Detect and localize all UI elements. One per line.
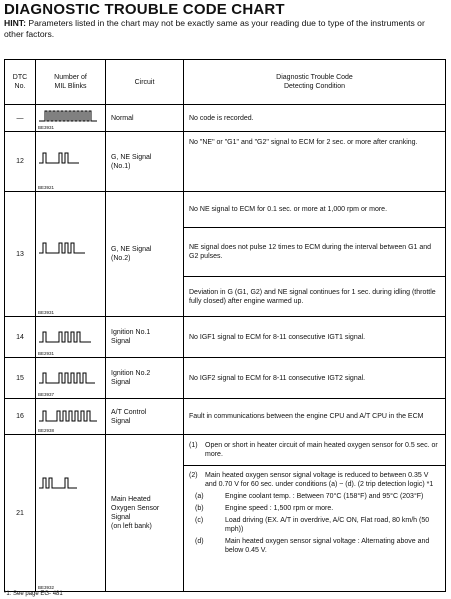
blink-pattern-14: [36, 317, 106, 358]
dtc-number: 12: [5, 132, 36, 192]
condition-text: No code is recorded.: [184, 105, 446, 132]
header-mil-blinks: Number of MIL Blinks: [36, 60, 106, 105]
figure-ref: BE3932: [38, 585, 55, 590]
blink-waveform-icon: [39, 408, 101, 424]
hint-paragraph: [4, 18, 446, 40]
circuit-name: Ignition No.2 Signal: [106, 358, 184, 399]
condition-item-2: (2) Main heated oxygen sensor signal voltage is reduced to between 0.35 V and 0.70 V for 60 sec. under conditions (a) ~ (d). (2 trip detection logic) *1 (a) Engine coolant temp. : Between 70°C (158°F) and 95°C (203°F) (b) Engine speed : 1,500 rpm or more. (c) Load driving (EX. A/T in overdrive, A/C ON, Flat road, 80 km/h (50 mph)) (d) Main heated oxygen sensor signal voltage : Alternating above and below 0.45 V.: [189, 472, 434, 554]
figure-ref: BE2938: [38, 428, 55, 433]
condition-text: NE signal does not pulse 12 times to ECM during the interval between G1 and G2 pulses.: [184, 228, 446, 277]
blink-waveform-icon: [39, 370, 101, 386]
condition-block-21: [184, 435, 446, 592]
circuit-name: A/T Control Signal: [106, 399, 184, 435]
dtc-number: 16: [5, 399, 36, 435]
table-row: [5, 105, 446, 132]
condition-text: Deviation in G (G1, G2) and NE signal continues for 1 sec. during idling (throttle fully closed) after engine warmed up.: [184, 277, 446, 317]
dtc-number: 21: [5, 435, 36, 592]
blink-pattern-15: [36, 358, 106, 399]
table-row: [5, 435, 446, 592]
dtc-number: 14: [5, 317, 36, 358]
condition-text: No IGF2 signal to ECM for 8-11 consecutive IGT2 signal.: [184, 358, 446, 399]
blink-waveform-icon: [39, 475, 101, 491]
blink-pattern-13: [36, 192, 106, 317]
condition-text: No NE signal to ECM for 0.1 sec. or more at 1,000 rpm or more.: [184, 192, 446, 228]
dtc-chart: [4, 59, 446, 592]
condition-text: Fault in communications between the engine CPU and A/T CPU in the ECM: [184, 399, 446, 435]
circuit-name: Ignition No.1 Signal: [106, 317, 184, 358]
dtc-number: —: [5, 105, 36, 132]
figure-ref: BE3921: [38, 185, 55, 190]
dtc-number: 13: [5, 192, 36, 317]
table-row: [5, 317, 446, 358]
hint-text: Parameters listed in the chart may not be exactly same as your reading due to type of the instruments or other factors.: [4, 18, 425, 39]
header-dtc-no: DTC No.: [5, 60, 36, 105]
dtc-number: 15: [5, 358, 36, 399]
circuit-name: G, NE Signal (No.1): [106, 132, 184, 192]
blink-waveform-icon: [39, 329, 101, 345]
blink-pattern-12: [36, 132, 106, 192]
hint-label: HINT:: [4, 18, 26, 28]
header-circuit: Circuit: [106, 60, 184, 105]
figure-ref: BE2931: [38, 351, 55, 356]
circuit-name: Main Heated Oxygen Sensor Signal (on left bank): [106, 435, 184, 592]
dtc-table: [4, 59, 446, 592]
table-row: [5, 399, 446, 435]
condition-text: No IGF1 signal to ECM for 8-11 consecutive IGT1 signal.: [184, 317, 446, 358]
blink-pattern-normal: [36, 105, 106, 132]
circuit-name: Normal: [106, 105, 184, 132]
condition-item-1: (1) Open or short in heater circuit of main heated oxygen sensor for 0.5 sec. or more.: [184, 435, 445, 466]
footnote: *1: See page EG- 481: [4, 591, 63, 597]
blink-waveform-icon: [39, 108, 101, 124]
header-condition: Diagnostic Trouble Code Detecting Condition: [184, 60, 446, 105]
blink-waveform-icon: [39, 150, 101, 166]
table-row: [5, 132, 446, 192]
header-row: [5, 60, 446, 105]
circuit-name: G, NE Signal (No.2): [106, 192, 184, 317]
figure-ref: BE3937: [38, 392, 55, 397]
condition-text: No "NE" or "G1" and "G2" signal to ECM for 2 sec. or more after cranking.: [184, 132, 446, 192]
figure-ref: BE3931: [38, 310, 55, 315]
blink-waveform-icon: [39, 240, 101, 256]
blink-pattern-21: [36, 435, 106, 592]
blink-pattern-16: [36, 399, 106, 435]
table-row: [5, 358, 446, 399]
page-title: DIAGNOSTIC TROUBLE CODE CHART: [4, 1, 285, 18]
table-row: [5, 192, 446, 228]
figure-ref: BE3931: [38, 125, 55, 130]
